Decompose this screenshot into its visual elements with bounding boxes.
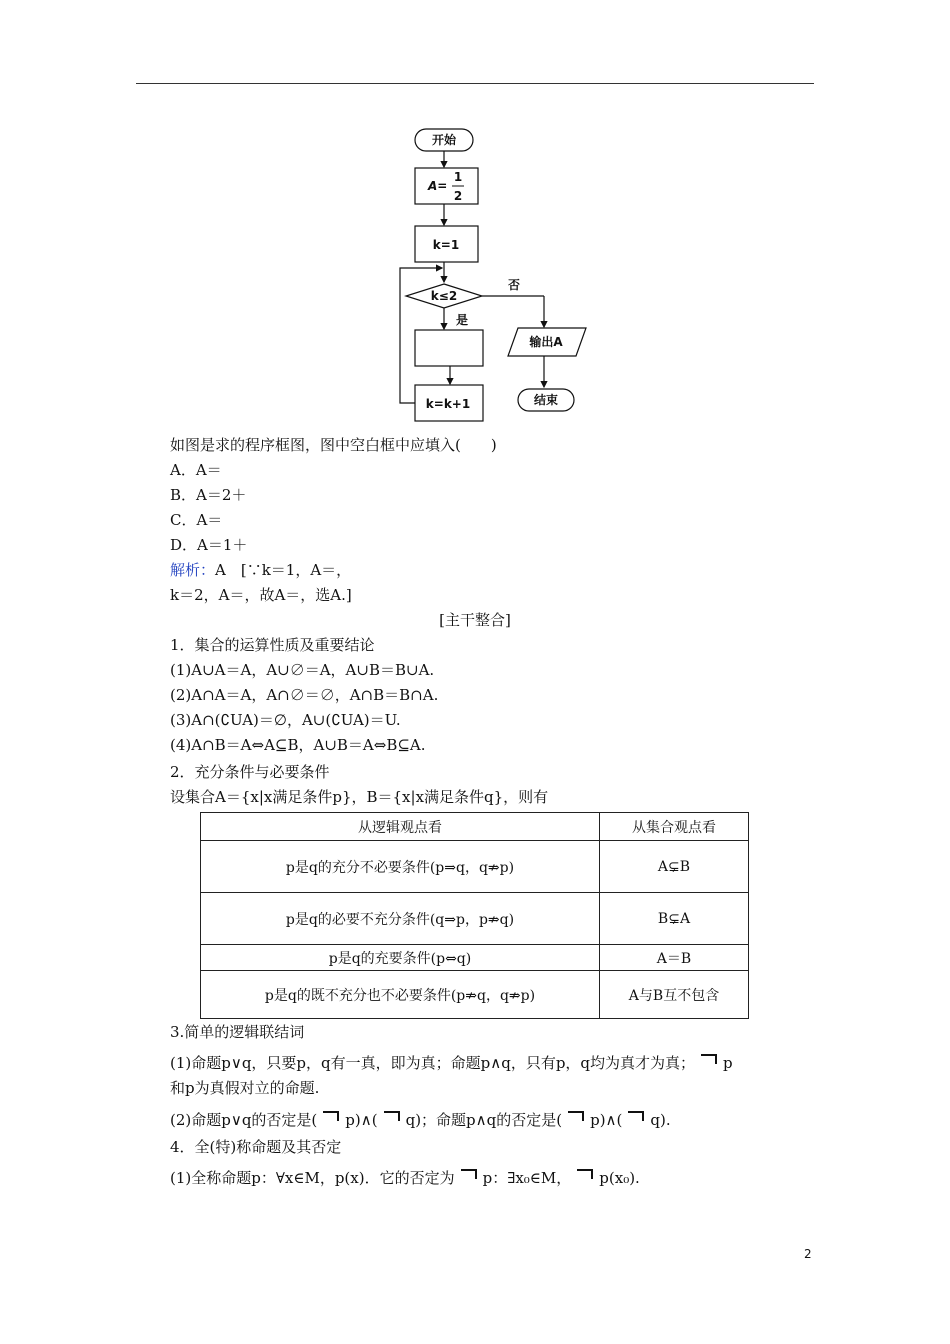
analysis-text-1: A [∵k＝1，A＝， <box>215 561 352 579</box>
table-cell-set: A与B互不包含 <box>600 971 749 1019</box>
s3-p2 <box>170 1110 671 1130</box>
negation-icon <box>568 1111 584 1121</box>
flow-no-label: 否 <box>508 278 521 292</box>
s1-heading: 1．集合的运算性质及重要结论 <box>170 636 375 654</box>
option-d: D．A＝1＋ <box>170 536 248 554</box>
table-row <box>201 945 749 971</box>
s3-p1-text: (1)命题p∨q，只要p，q有一真，即为真；命题p∧q，只有p，q均为真才为真； <box>170 1054 696 1072</box>
negation-icon <box>628 1111 644 1121</box>
flow-frac-den: 2 <box>453 189 463 203</box>
flow-start-label: 开始 <box>431 133 457 147</box>
s4-p1-b: p：∃x₀∈M， <box>482 1169 572 1187</box>
condition-table <box>200 812 749 1019</box>
flow-assign-k-label: k=1 <box>432 238 460 252</box>
flow-assign-a-label: A= <box>428 179 448 193</box>
table-row <box>201 893 749 945</box>
s3-p1-line-2: 和p为真假对立的命题. <box>170 1079 320 1097</box>
s3-p1-line-1 <box>170 1053 733 1073</box>
s3-heading: 3.简单的逻辑联结词 <box>170 1023 305 1041</box>
s1-item-2: (2)A∩A＝A，A∩∅＝∅，A∩B＝B∩A. <box>170 686 439 704</box>
analysis-line-1 <box>170 560 351 580</box>
flow-output-label: 输出A <box>529 335 563 349</box>
s3-p2-c: q)；命题p∧q的否定是( <box>405 1111 563 1129</box>
s4-p1-a: (1)全称命题p：∀x∈M，p(x)．它的否定为 <box>170 1169 455 1187</box>
s2-heading: 2．充分条件与必要条件 <box>170 763 330 781</box>
negation-icon <box>323 1111 339 1121</box>
option-c: C．A＝ <box>170 511 223 529</box>
option-a: A．A＝ <box>170 461 222 479</box>
question-stem: 如图是求的程序框图，图中空白框中应填入( ) <box>170 436 497 454</box>
table-cell-set: B⊊A <box>600 893 749 945</box>
s3-p2-b: p)∧( <box>345 1111 378 1129</box>
table-cell-set: A＝B <box>600 945 749 971</box>
s3-p2-d: p)∧( <box>590 1111 623 1129</box>
table-header-logic: 从逻辑观点看 <box>201 813 600 841</box>
flow-increment-label: k=k+1 <box>425 397 471 411</box>
s4-heading: 4．全(特)称命题及其否定 <box>170 1138 342 1156</box>
s3-p1-tail: p <box>723 1054 733 1072</box>
flow-frac-num: 1 <box>453 170 463 184</box>
flow-yes-label: 是 <box>456 313 469 327</box>
s2-intro: 设集合A＝{x|x满足条件p}，B＝{x|x满足条件q}，则有 <box>170 788 549 806</box>
table-header-set: 从集合观点看 <box>600 813 749 841</box>
table-row <box>201 971 749 1019</box>
option-b: B．A＝2＋ <box>170 486 247 504</box>
negation-icon <box>577 1169 593 1179</box>
table-cell-set: A⊊B <box>600 841 749 893</box>
flow-condition-label: k≤2 <box>430 289 458 303</box>
s4-p1 <box>170 1168 640 1188</box>
table-cell-logic: p是q的既不充分也不必要条件(p⇏q，q⇏p) <box>201 971 600 1019</box>
section-title: [主干整合] <box>439 611 511 629</box>
page-number: 2 <box>804 1247 812 1261</box>
s1-item-1: (1)A∪A＝A，A∪∅＝A，A∪B＝B∪A. <box>170 661 435 679</box>
negation-icon <box>701 1054 717 1064</box>
table-cell-logic: p是q的充要条件(p⇔q) <box>201 945 600 971</box>
flow-blank-box <box>415 330 483 366</box>
analysis-line-2: k＝2，A＝，故A＝，选A.] <box>170 586 352 604</box>
table-header-row <box>201 813 749 841</box>
s1-item-4: (4)A∩B＝A⇔A⊆B，A∪B＝A⇔B⊆A. <box>170 736 426 754</box>
s3-p2-e: q). <box>650 1111 671 1129</box>
s3-p2-a: (2)命题p∨q的否定是( <box>170 1111 318 1129</box>
table-cell-logic: p是q的必要不充分条件(q⇒p，p⇏q) <box>201 893 600 945</box>
flow-end-label: 结束 <box>533 393 559 407</box>
table-cell-logic: p是q的充分不必要条件(p⇒q，q⇏p) <box>201 841 600 893</box>
s4-p1-c: p(x₀). <box>599 1169 640 1187</box>
negation-icon <box>384 1111 400 1121</box>
flowchart <box>390 124 600 424</box>
table-row <box>201 841 749 893</box>
s1-item-3: (3)A∩(∁UA)＝∅，A∪(∁UA)＝U. <box>170 711 401 729</box>
header-rule <box>136 83 814 84</box>
analysis-label: 解析： <box>170 561 216 579</box>
negation-icon <box>461 1169 477 1179</box>
